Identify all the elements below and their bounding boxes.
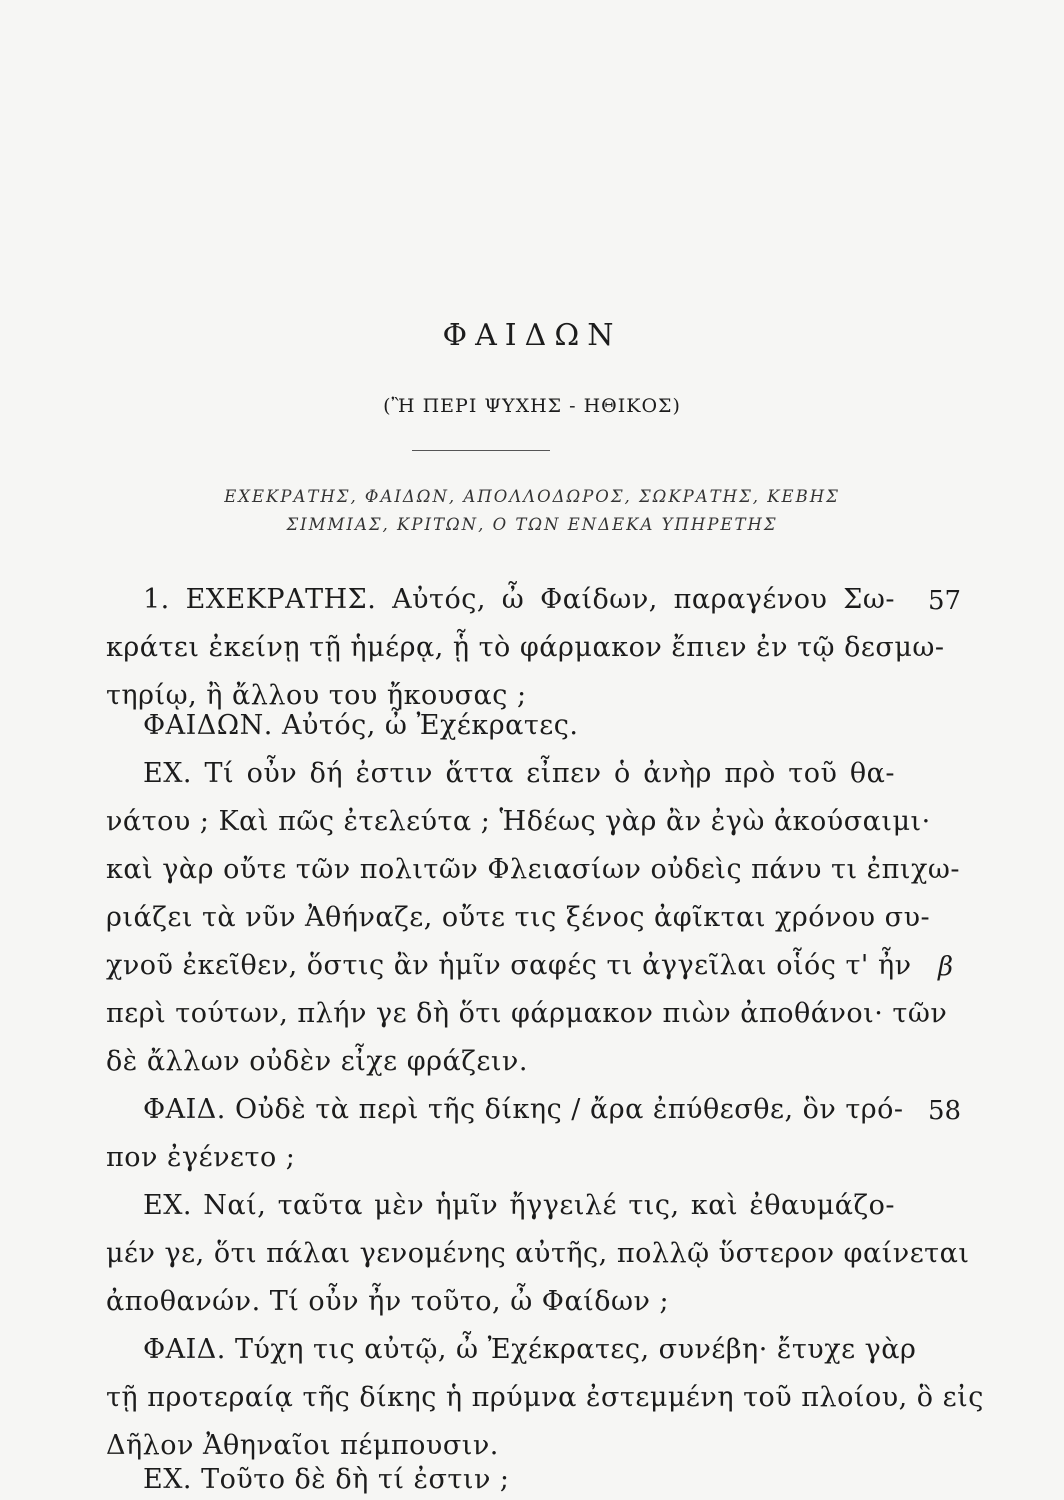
margin-page-number-58: 58 (928, 1096, 962, 1126)
text-line: δὲ ἄλλων οὐδὲν εἶχε φράζειν. (106, 1046, 528, 1077)
margin-page-number-57: 57 (928, 586, 962, 616)
text-line: μέν γε, ὅτι πάλαι γενομένης αὐτῆς, πολλῷ ὕστερον φαίνεται (106, 1238, 970, 1269)
text-line: ΕΧ. Ναί, ταῦτα μὲν ἡμῖν ἤγγειλέ τις, καὶ ἐθαυμάζο- (143, 1190, 895, 1221)
text-line: ΦΑΙΔ. Οὐδὲ τὰ περὶ τῆς δίκης / ἄρα ἐπύθεσθε, ὃν τρό- (143, 1094, 904, 1125)
text-line: πον ἐγένετο ; (106, 1142, 296, 1173)
text-line: περὶ τούτων, πλήν γε δὴ ὅτι φάρμακον πιὼν ἀποθάνοι· τῶν (106, 998, 948, 1029)
text-line: ριάζει τὰ νῦν Ἀθήναζε, οὔτε τις ξένος ἀφῖκται χρόνου συ- (106, 902, 931, 933)
title-divider (412, 450, 550, 451)
persons-line-2: ΣΙΜΜΙΑΣ, ΚΡΙΤΩΝ, Ο ΤΩΝ ΕΝΔΕΚΑ ΥΠΗΡΕΤΗΣ (286, 515, 778, 534)
text-line: νάτου ; Καὶ πῶς ἐτελεύτα ; Ἡδέως γὰρ ἂν ἐγὼ ἀκούσαιμι· (106, 806, 931, 837)
text-line: καὶ γὰρ οὔτε τῶν πολιτῶν Φλειασίων οὐδεὶς πάνυ τι ἐπιχω- (106, 854, 960, 885)
text-line: ΦΑΙΔΩΝ. Αὐτός, ὦ Ἐχέκρατες. (143, 710, 579, 741)
text-line: κράτει ἐκείνῃ τῇ ἡμέρᾳ, ᾗ τὸ φάρμακον ἔπιεν ἐν τῷ δεσμω- (106, 632, 945, 663)
text-line: Δῆλον Ἀθηναῖοι πέμπουσιν. (106, 1430, 499, 1461)
text-line: 1. ΕΧΕΚΡΑΤΗΣ. Αὐτός, ὦ Φαίδων, παραγένου Σω- (143, 584, 895, 615)
persons-line-1: ΕΧΕΚΡΑΤΗΣ, ΦΑΙΔΩΝ, ΑΠΟΛΛΟΔΩΡΟΣ, ΣΩΚΡΑΤΗΣ, ΚΕΒΗΣ (224, 487, 840, 506)
text-line: ΦΑΙΔ. Τύχη τις αὐτῷ, ὦ Ἐχέκρατες, συνέβη· ἔτυχε γὰρ (143, 1334, 917, 1365)
text-line: ΕΧ. Τοῦτο δὲ δὴ τί ἐστιν ; (143, 1464, 510, 1495)
text-line: ἀποθανών. Τί οὖν ἦν τοῦτο, ὦ Φαίδων ; (106, 1286, 670, 1317)
dialogue-subtitle: (Ἢ ΠΕΡΙ ΨΥΧΗΣ - ΗΘΙΚΟΣ) (383, 395, 681, 417)
margin-section-beta: β (938, 952, 954, 982)
dialogue-title: ΦΑΙΔΩΝ (442, 318, 622, 353)
text-line: τηρίῳ, ἢ ἄλλου του ἤκουσας ; (106, 680, 527, 711)
text-line: χνοῦ ἐκεῖθεν, ὅστις ἂν ἡμῖν σαφές τι ἀγγεῖλαι οἷός τ' ἦν (106, 950, 912, 981)
text-line: ΕΧ. Τί οὖν δή ἐστιν ἅττα εἶπεν ὁ ἀνὴρ πρὸ τοῦ θα- (143, 758, 895, 789)
text-line: τῇ προτεραίᾳ τῆς δίκης ἡ πρύμνα ἐστεμμένη τοῦ πλοίου, ὃ εἰς (106, 1382, 984, 1413)
